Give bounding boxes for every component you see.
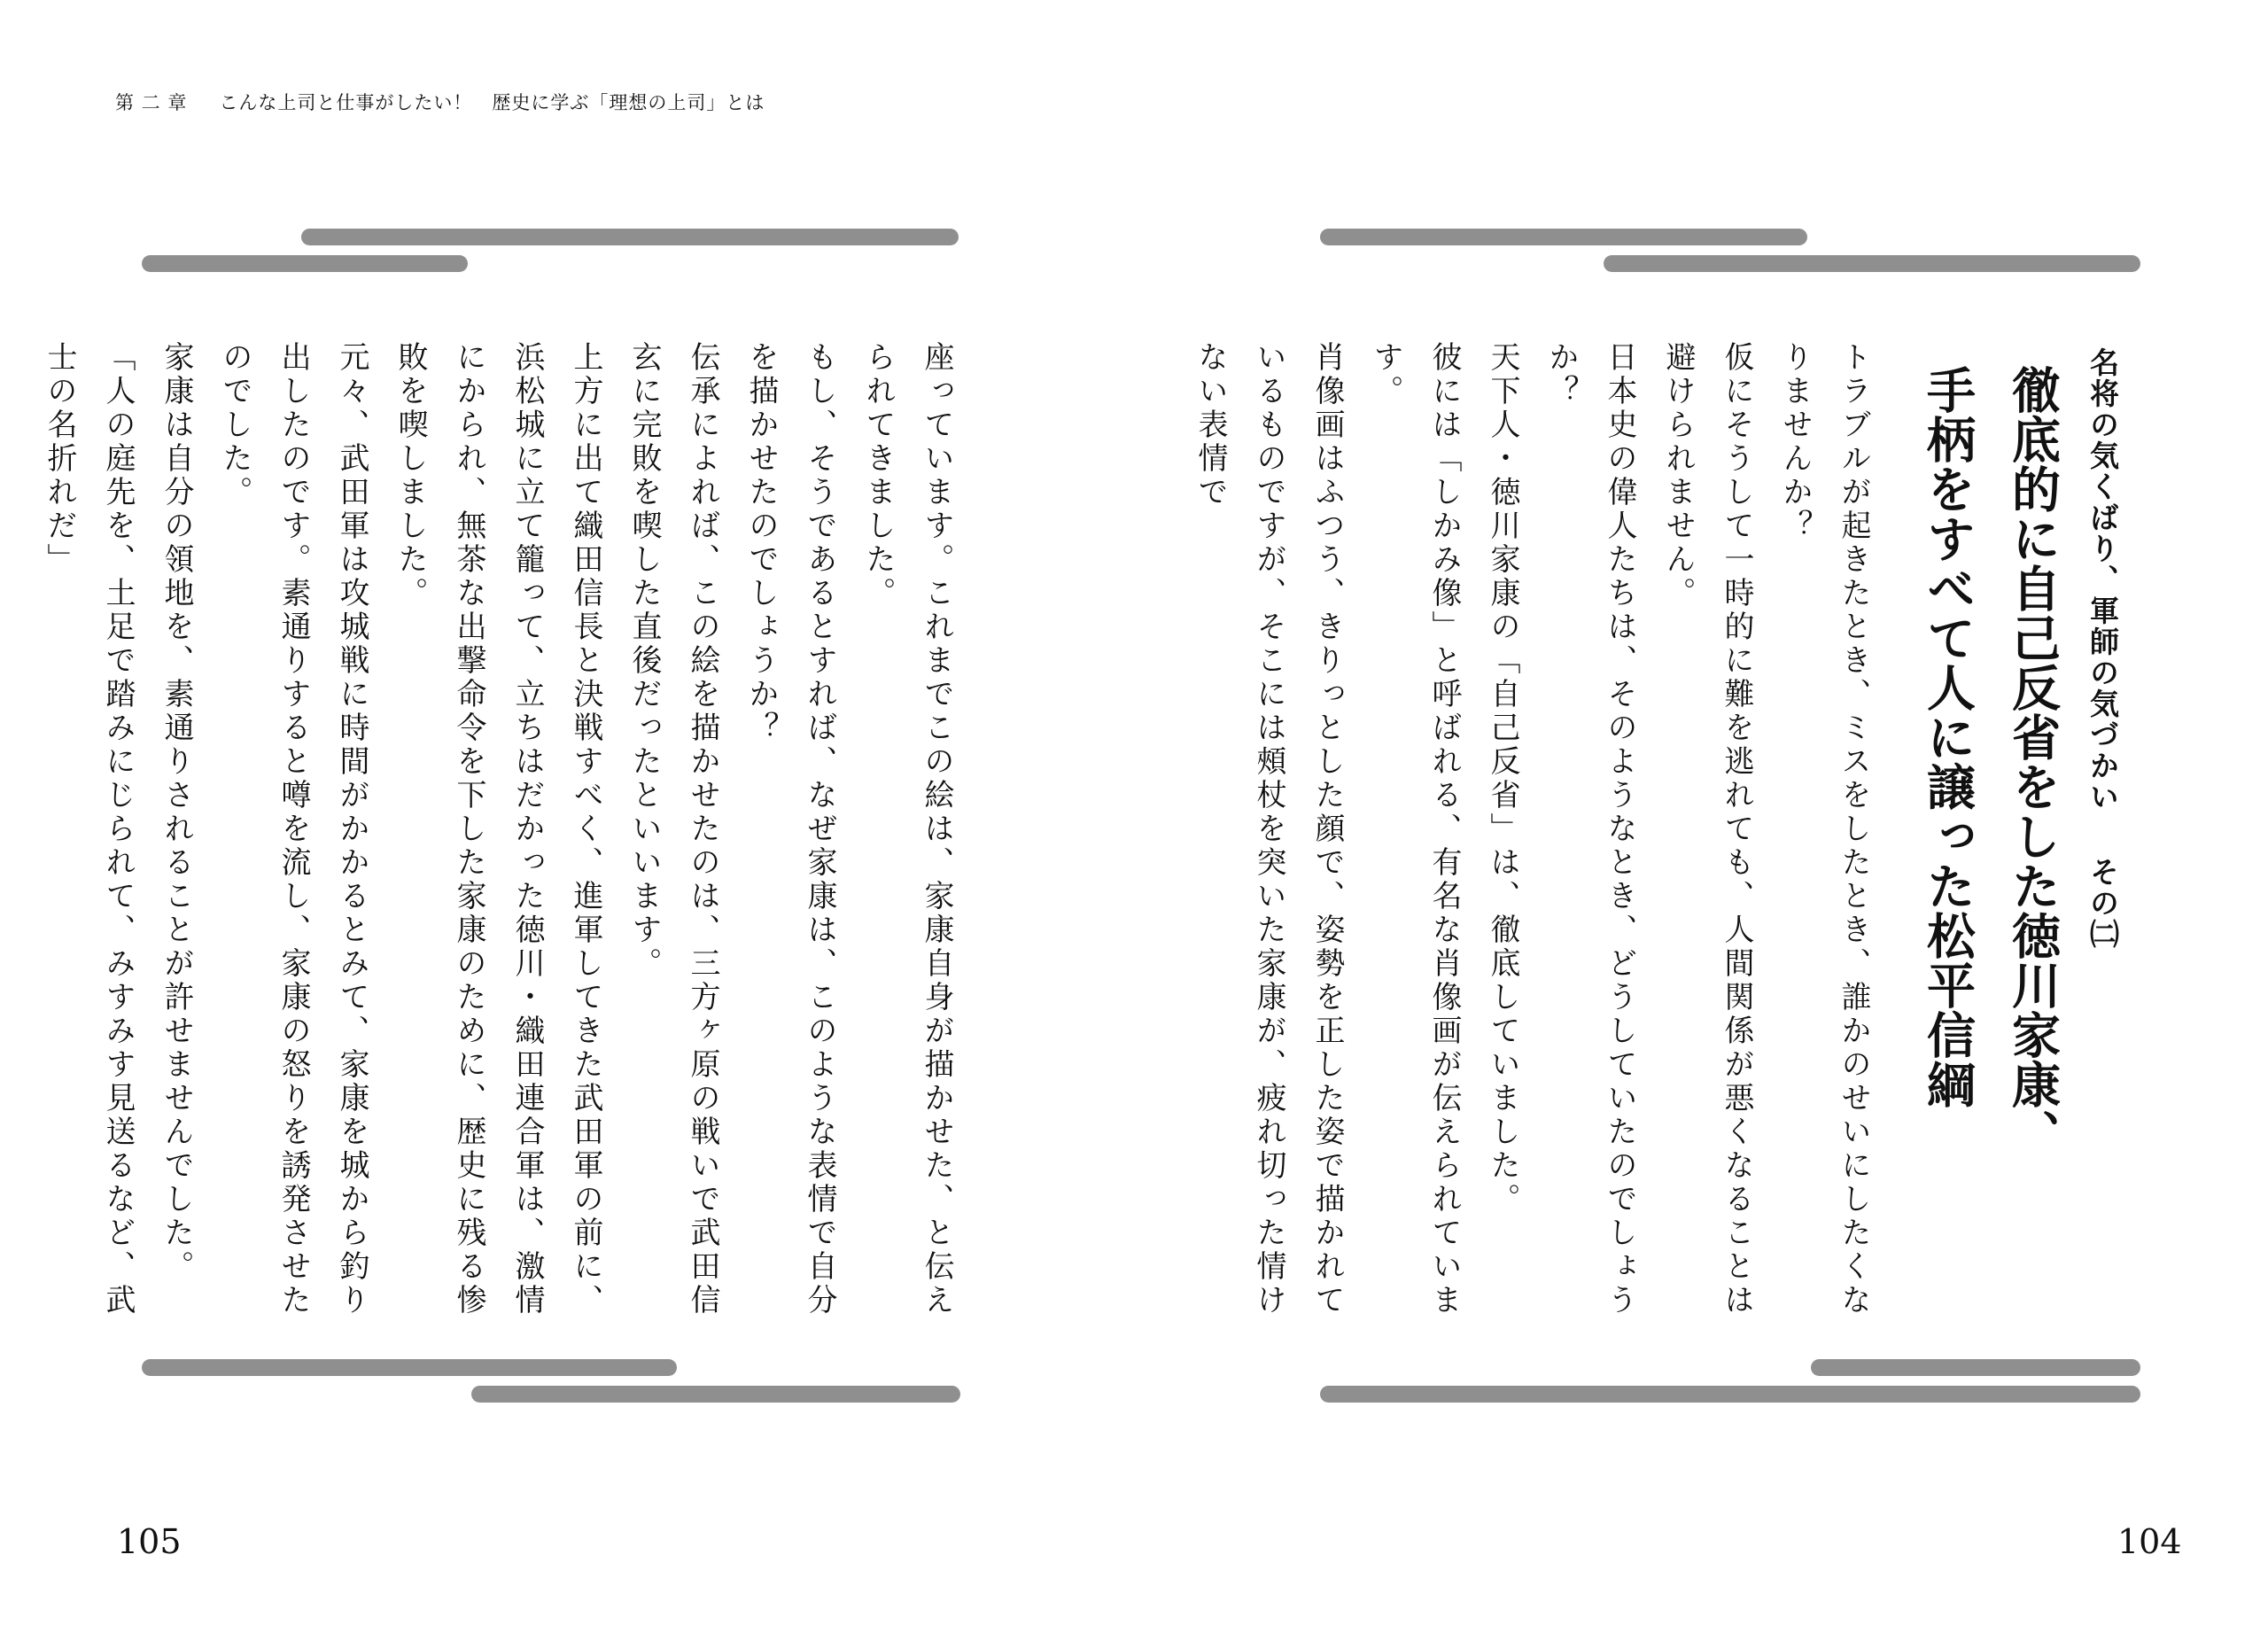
chapter-label: 第 二 章 xyxy=(115,92,188,113)
chapter-title: こんな上司と仕事がしたい！ 歴史に学ぶ「理想の上司」とは xyxy=(219,92,765,113)
paragraph: 彼には「しかみ像」と呼ばれる、有名な肖像画が伝えられています。 xyxy=(1368,341,1462,1317)
paragraph: 肖像画はふつう、きりっとした顔で、姿勢を正した姿で描かれているものですが、そこには頰杖を突いた家康が、疲れ切った情けない表情で xyxy=(1192,341,1345,1317)
series-label xyxy=(2082,347,2124,950)
page-number-left: 105 xyxy=(117,1522,182,1561)
paragraph: 座っています。これまでこの絵は、家康自身が描かせた、と伝えられてきました。 xyxy=(860,341,954,1317)
decorative-bar xyxy=(1604,255,2140,272)
decorative-bar xyxy=(1811,1359,2140,1376)
series-title: 名将の気くばり、軍師の気づかい xyxy=(2085,347,2120,812)
decorative-bar xyxy=(1320,1386,2140,1403)
decorative-bar xyxy=(1320,229,1807,245)
decorative-bar xyxy=(471,1386,960,1403)
right-page-body xyxy=(1192,341,1883,1333)
paragraph: 天下人・徳川家康の「自己反省」は、徹底していました。 xyxy=(1485,341,1520,1216)
decorative-bar xyxy=(301,229,959,245)
paragraph: 日本史の偉人たちは、そのようなとき、どうしていたのでしょうか？ xyxy=(1543,341,1637,1317)
paragraph: トラブルが起きたとき、ミスをしたとき、誰かのせいにしたくなりませんか？ xyxy=(1777,341,1871,1317)
paragraph: 「人の庭先を、土足で踏みにじられて、みすみす見送るなど、武士の名折れだ」 xyxy=(42,341,136,1317)
headline-line: 徹底的に自己反省をした徳川家康、 xyxy=(2004,365,2061,1159)
paragraph: もし、そうであるとすれば、なぜ家康は、このような表情で自分を描かせたのでしょうか？ xyxy=(743,341,837,1317)
decorative-bar xyxy=(142,1359,677,1376)
series-number: その㈡ xyxy=(2085,857,2120,950)
left-page-body xyxy=(42,341,966,1333)
decorative-bar xyxy=(142,255,468,272)
headline-line: 手柄をすべて人に譲った松平信綱 xyxy=(1919,365,1976,1109)
article-headline xyxy=(1905,365,2075,1159)
running-head xyxy=(115,89,765,115)
paragraph: 仮にそうして一時的に難を逃れても、人間関係が悪くなることは避けられません。 xyxy=(1660,341,1754,1317)
paragraph: 上方に出て織田信長と決戦すべく、進軍してきた武田軍の前に、浜松城に立て籠って、立ちはだかった徳川・織田連合軍は、激情にかられ、無茶な出撃命令を下した家康のために、歴史に残る惨敗を喫しました。 xyxy=(392,341,603,1317)
page-number-right: 104 xyxy=(2117,1522,2182,1561)
paragraph: 元々、武田軍は攻城戦に時間がかかるとみて、家康を城から釣り出したのです。素通りすると噂を流し、家康の怒りを誘発させたのでした。 xyxy=(217,341,369,1317)
paragraph: 家康は自分の領地を、素通りされることが許せませんでした。 xyxy=(159,341,194,1284)
paragraph: 伝承によれば、この絵を描かせたのは、三方ヶ原の戦いで武田信玄に完敗を喫した直後だったといいます。 xyxy=(626,341,720,1317)
